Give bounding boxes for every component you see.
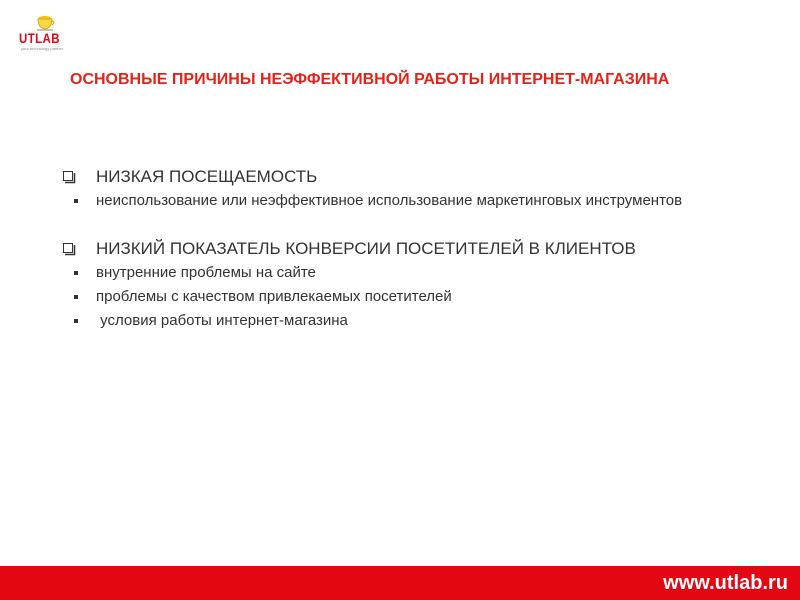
list-item-text: условия работы интернет-магазина bbox=[96, 312, 348, 329]
square-bullet-icon bbox=[62, 309, 96, 333]
square-bullet-icon bbox=[62, 285, 96, 309]
utlab-logo bbox=[18, 14, 78, 52]
checkbox-bullet-icon bbox=[62, 165, 96, 189]
slide-content bbox=[62, 165, 762, 333]
footer-bar bbox=[0, 566, 800, 600]
section-heading: НИЗКИЙ ПОКАЗАТЕЛЬ КОНВЕРСИИ ПОСЕТИТЕЛЕЙ В КЛИЕНТОВ bbox=[96, 239, 636, 258]
section-heading: НИЗКАЯ ПОСЕЩАЕМОСТЬ bbox=[96, 167, 318, 186]
list-item bbox=[62, 189, 762, 213]
list-item bbox=[62, 261, 762, 285]
section-low-conversion bbox=[62, 237, 762, 333]
checkbox-bullet-icon bbox=[62, 237, 96, 261]
logo-tagline: your technology partner bbox=[21, 46, 64, 51]
section-heading-row bbox=[62, 237, 762, 261]
section-low-traffic bbox=[62, 165, 762, 213]
logo-wordmark: UTLAB bbox=[19, 30, 60, 46]
section-heading-row bbox=[62, 165, 762, 189]
list-item-text: проблемы с качеством привлекаемых посетителей bbox=[96, 288, 452, 305]
list-item-text: внутренние проблемы на сайте bbox=[96, 264, 316, 281]
list-item bbox=[62, 309, 762, 333]
list-item-text: неиспользование или неэффективное использование маркетинговых инструментов bbox=[96, 192, 683, 209]
website-link[interactable]: www.utlab.ru bbox=[663, 572, 788, 594]
slide-title: ОСНОВНЫЕ ПРИЧИНЫ НЕЭФФЕКТИВНОЙ РАБОТЫ ИНТЕРНЕТ-МАГАЗИНА bbox=[70, 71, 670, 88]
square-bullet-icon bbox=[62, 189, 96, 213]
list-item bbox=[62, 285, 762, 309]
square-bullet-icon bbox=[62, 261, 96, 285]
